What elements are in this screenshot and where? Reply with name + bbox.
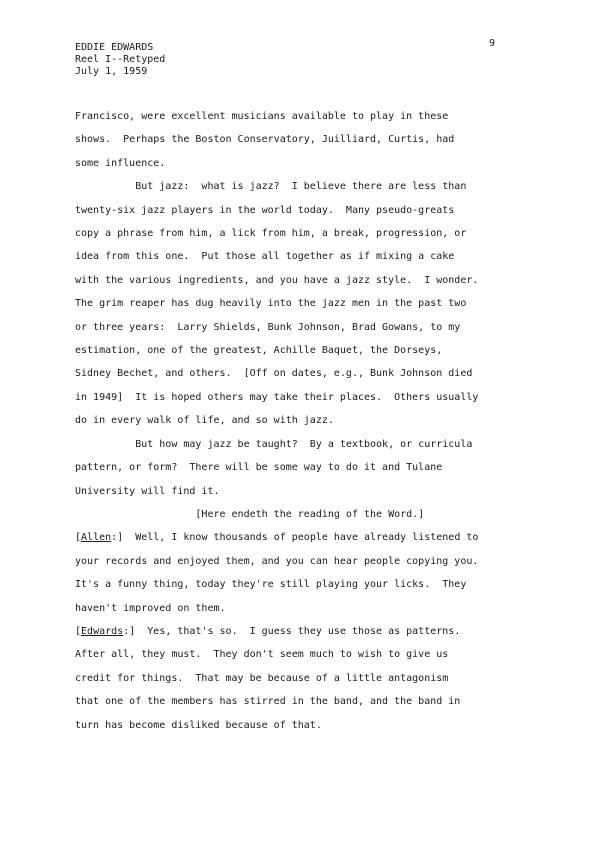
text-line: with the various ingredients, and you have a jazz style. I wonder. <box>75 274 479 286</box>
speaker-label: Allen <box>81 532 112 544</box>
page-number: 9 <box>489 38 496 49</box>
text-line: But jazz: what is jazz? I believe there are less than <box>75 181 467 193</box>
dialogue-first-line: [Edwards:] Yes, that's so. I guess they use those as patterns. <box>75 625 461 637</box>
text-line: shows. Perhaps the Boston Conservatory, Juilliard, Curtis, had <box>75 134 455 146</box>
dialogue-text: Yes, that's so. I guess they use those as patterns. <box>135 625 461 637</box>
text-line: University will find it. <box>75 485 220 497</box>
text-line: haven't improved on them. <box>75 602 226 614</box>
transcript-body <box>75 105 535 737</box>
interview-date: July 1, 1959 <box>75 66 148 77</box>
text-line: some influence. <box>75 157 166 169</box>
interviewee-name: EDDIE EDWARDS <box>75 42 154 53</box>
speaker-label: Edwards <box>81 625 124 637</box>
text-line: The grim reaper has dug heavily into the jazz men in the past two <box>75 298 467 310</box>
text-line: pattern, or form? There will be some way to do it and Tulane <box>75 462 443 474</box>
text-line: twenty-six jazz players in the world today. Many pseudo-greats <box>75 204 455 216</box>
text-line: After all, they must. They don't seem much to wish to give us <box>75 649 449 661</box>
text-line: But how may jazz be taught? By a textbook, or curricula <box>75 438 473 450</box>
text-line: do in every walk of life, and so with jazz. <box>75 415 334 427</box>
text-line: that one of the members has stirred in the band, and the band in <box>75 696 461 708</box>
dialogue-first-line: [Allen:] Well, I know thousands of people have already listened to <box>75 532 479 544</box>
text-line: credit for things. That may be because of a little antagonism <box>75 672 449 684</box>
reel-label: Reel I--Retyped <box>75 54 166 65</box>
text-line: turn has become disliked because of that. <box>75 719 322 731</box>
text-line: your records and enjoyed them, and you can hear people copying you. <box>75 555 479 567</box>
dialogue-text: Well, I know thousands of people have already listened to <box>123 532 479 544</box>
text-line: estimation, one of the greatest, Achille Baquet, the Dorseys, <box>75 345 443 357</box>
text-line: It's a funny thing, today they're still playing your licks. They <box>75 579 467 591</box>
text-line: in 1949] It is hoped others may take their places. Others usually <box>75 391 479 403</box>
text-line: [Here endeth the reading of the Word.] <box>75 508 425 520</box>
text-line: Sidney Bechet, and others. [Off on dates, e.g., Bunk Johnson died <box>75 368 473 380</box>
text-line: or three years: Larry Shields, Bunk Johnson, Brad Gowans, to my <box>75 321 461 333</box>
document-header <box>75 42 165 78</box>
text-line: copy a phrase from him, a lick from him, a break, progression, or <box>75 228 467 240</box>
text-line: Francisco, were excellent musicians available to play in these <box>75 111 449 122</box>
text-line: idea from this one. Put those all together as if mixing a cake <box>75 251 455 263</box>
